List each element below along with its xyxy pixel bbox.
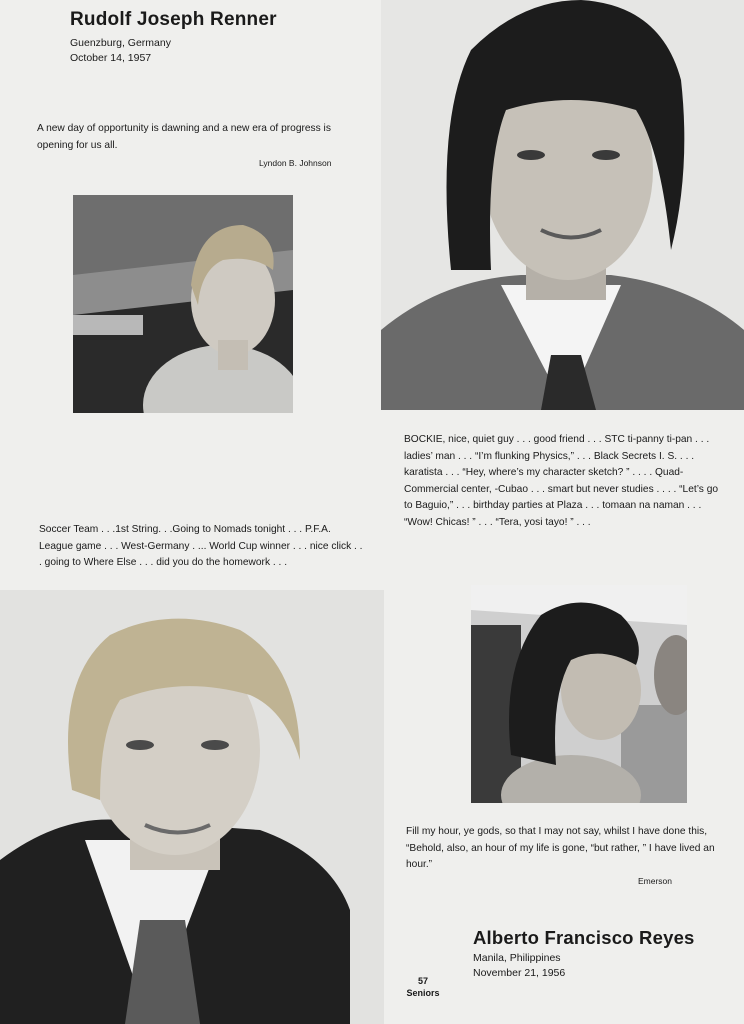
reyes-candid-photo <box>471 585 687 803</box>
renner-candid-photo <box>73 195 293 413</box>
renner-birthplace: Guenzburg, Germany <box>70 37 171 49</box>
renner-quote-author: Lyndon B. Johnson <box>259 158 332 168</box>
renner-write-up: Soccer Team . . .1st String. . .Going to Nomads tonight . . . P.F.A. League game . . . West-Germany . ... World Cup winner . . . nice click . . . going to Where Else . . . did you do the homework . . . <box>39 524 363 568</box>
reyes-portrait-photo <box>381 0 744 410</box>
page-number: 57 <box>417 976 428 986</box>
reyes-write-up: BOCKIE, nice, quiet guy . . . good friend . . . STC ti-panny ti-pan . . . ladies’ man . . . “I’m flunking Physics,” . . . Black Secrets I. S. . . . karatista . . . “Hey, where’s my character sketch? ” . . . . Quad-Commercial center, -Cubao . . . smart but never studies . . . . “Let’s go to Baguio,” . . . birthday parties at Plaza . . . tomaan na naman . . . “Wow! Chicas! ” . . . “Tera, yosi tayo! ” . . . <box>404 434 719 528</box>
renner-birthdate: October 14, 1957 <box>70 52 152 64</box>
reyes-name: Alberto Francisco Reyes <box>473 927 695 948</box>
section-label: Seniors <box>406 988 440 998</box>
renner-quote: A new day of opportunity is dawning and a new era of progress is opening for us all. <box>37 123 331 151</box>
reyes-birthplace: Manila, Philippines <box>473 952 561 964</box>
page-footer <box>403 975 443 999</box>
reyes-quote-author: Emerson <box>638 876 673 886</box>
reyes-birthdate: November 21, 1956 <box>473 967 566 979</box>
renner-name: Rudolf Joseph Renner <box>70 9 277 30</box>
renner-portrait-photo <box>0 590 384 1024</box>
reyes-quote: Fill my hour, ye gods, so that I may not say, whilst I have done this, “Behold, also, an hour of my life is gone, “but rather, ” I have lived an hour.” <box>406 826 715 870</box>
